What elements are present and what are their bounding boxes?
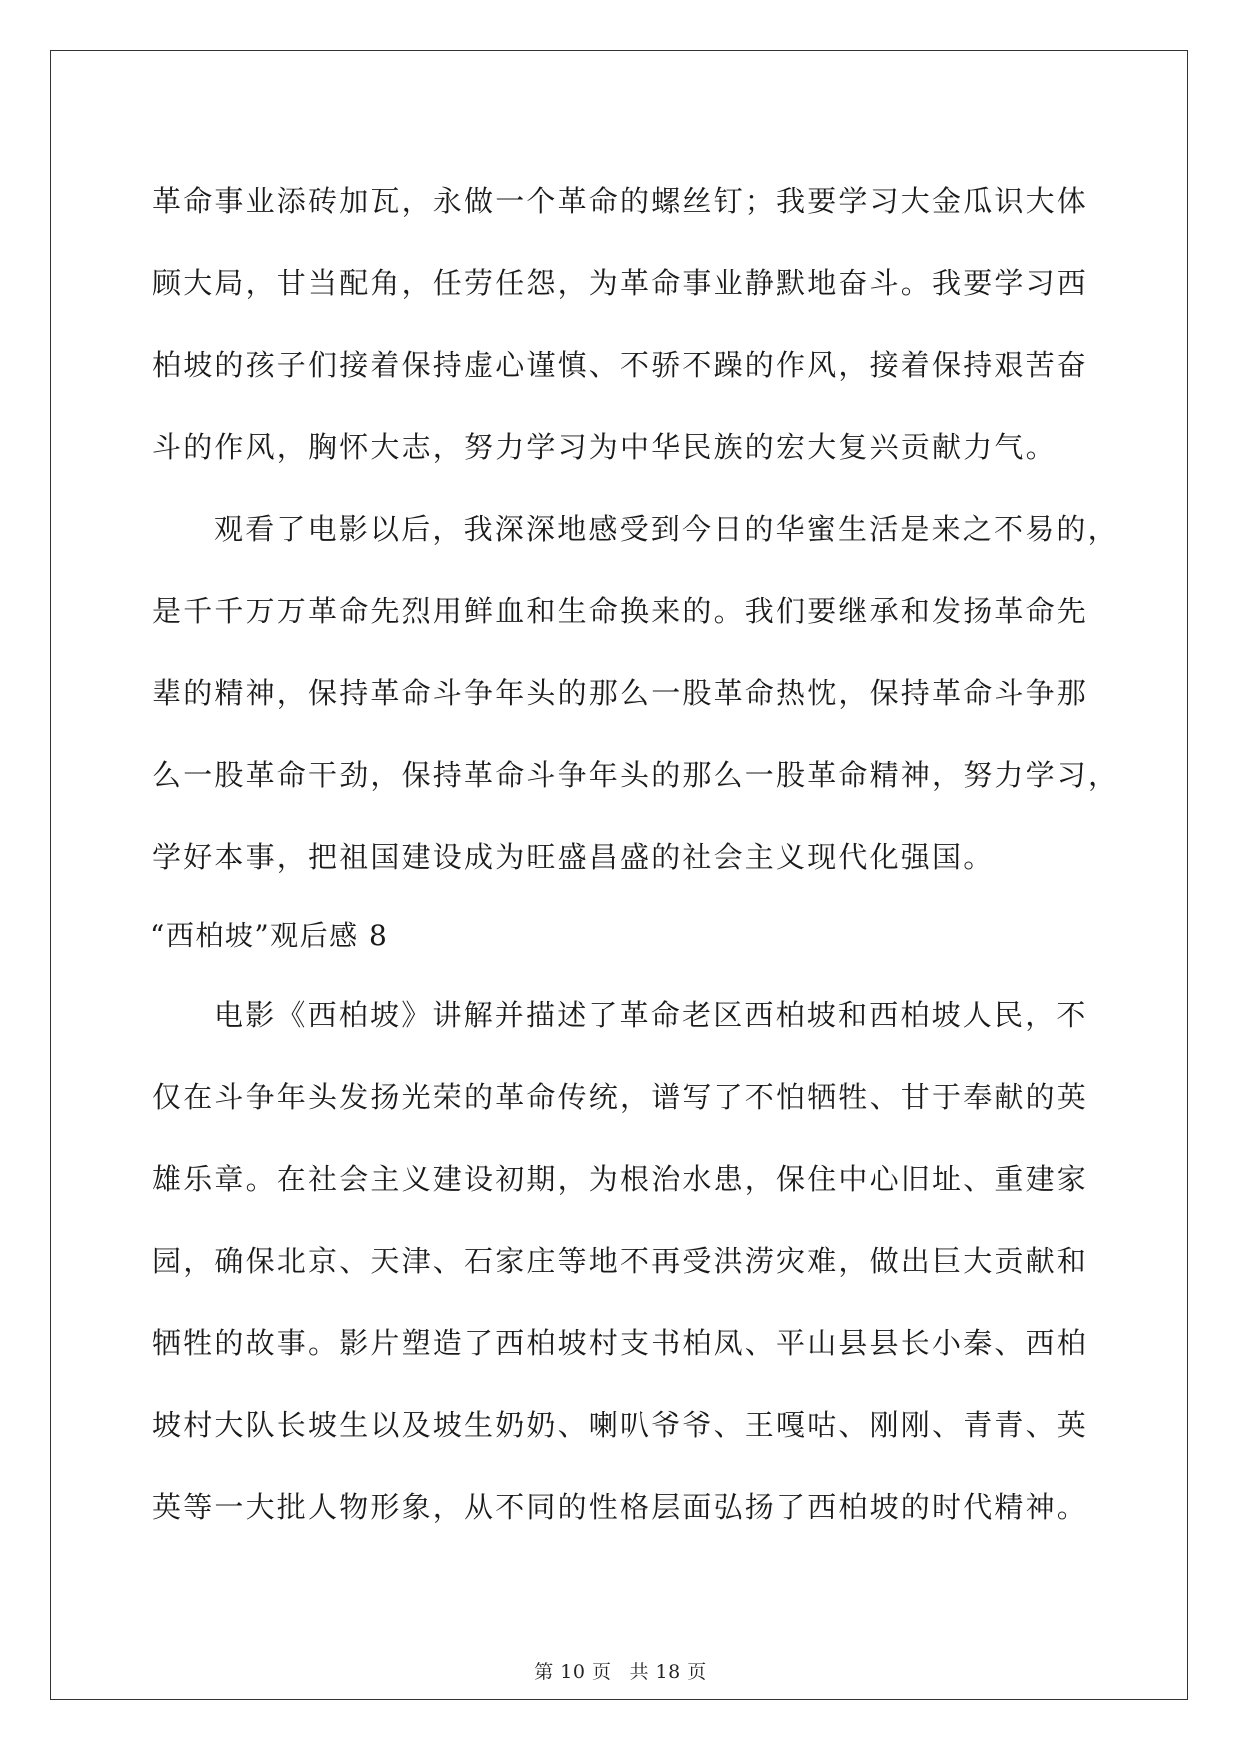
text-line: 电影《西柏坡》讲解并描述了革命老区西柏坡和西柏坡人民，不 — [214, 998, 1088, 1032]
text-line: 学好本事，把祖国建设成为旺盛昌盛的社会主义现代化强国。 — [152, 840, 995, 874]
document-body — [150, 160, 1120, 1548]
page-total: 共 18 页 — [629, 1661, 707, 1683]
text-line: 坡村大队长坡生以及坡生奶奶、喇叭爷爷、王嘎咕、刚刚、青青、英 — [152, 1408, 1089, 1442]
text-line: 革命事业添砖加瓦，永做一个革命的螺丝钉；我要学习大金瓜识大体 — [152, 184, 1089, 218]
text-line: 园，确保北京、天津、石家庄等地不再受洪涝灾难，做出巨大贡献和 — [152, 1244, 1089, 1278]
section-heading: “西柏坡”观后感 8 — [150, 919, 389, 952]
page-number: 第 10 页 — [534, 1661, 612, 1683]
text-line: 斗的作风，胸怀大志，努力学习为中华民族的宏大复兴贡献力气。 — [152, 430, 1057, 464]
text-line: 辈的精神，保持革命斗争年头的那么一股革命热忱，保持革命斗争那 — [152, 676, 1089, 710]
text-line: 观看了电影以后，我深深地感受到今日的华蜜生活是来之不易的， — [214, 512, 1119, 546]
text-line: 仅在斗争年头发扬光荣的革命传统，谱写了不怕牺牲、甘于奉献的英 — [152, 1080, 1089, 1114]
text-line: 雄乐章。在社会主义建设初期，为根治水患，保住中心旧址、重建家 — [152, 1162, 1089, 1196]
text-line: 么一股革命干劲，保持革命斗争年头的那么一股革命精神，努力学习， — [152, 758, 1120, 792]
page-footer — [0, 1657, 1241, 1684]
text-line: 柏坡的孩子们接着保持虚心谨慎、不骄不躁的作风，接着保持艰苦奋 — [152, 348, 1089, 382]
text-line: 牺牲的故事。影片塑造了西柏坡村支书柏凤、平山县县长小秦、西柏 — [152, 1326, 1089, 1360]
text-line: 英等一大批人物形象，从不同的性格层面弘扬了西柏坡的时代精神。 — [152, 1490, 1089, 1524]
text-line: 顾大局，甘当配角，任劳任怨，为革命事业静默地奋斗。我要学习西 — [152, 266, 1089, 300]
text-line: 是千千万万革命先烈用鲜血和生命换来的。我们要继承和发扬革命先 — [152, 594, 1089, 628]
